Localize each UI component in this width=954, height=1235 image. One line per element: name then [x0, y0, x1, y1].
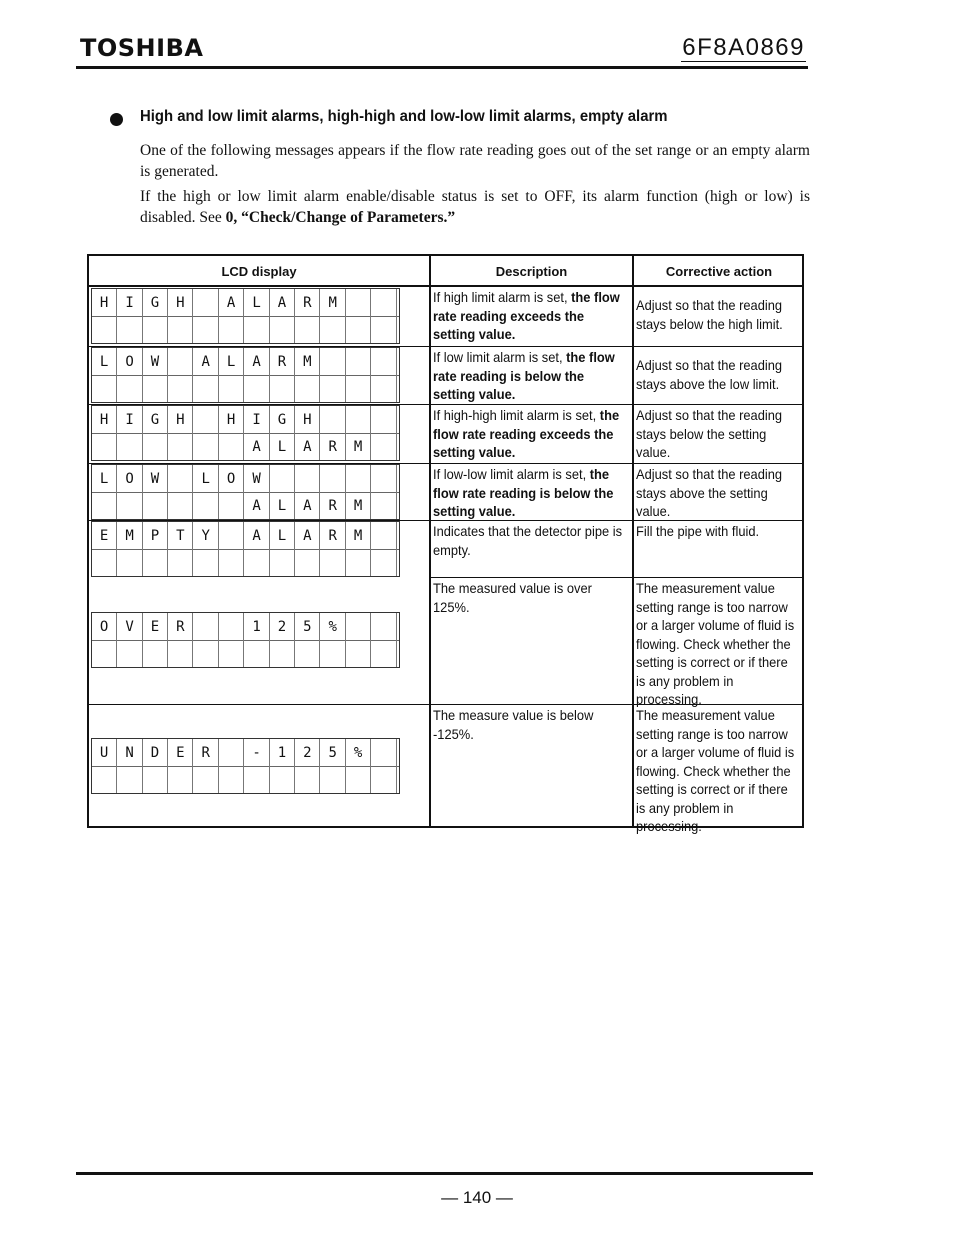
alarm-description [433, 465, 626, 521]
lcd-char-cell: A [194, 348, 219, 375]
lcd-char-cell [321, 465, 346, 492]
lcd-line-bottom [92, 640, 399, 667]
description-text: The measured value is over 125%. [433, 580, 592, 615]
lcd-char-cell [371, 640, 396, 667]
corrective-action: Adjust so that the reading stays below the high limit. [636, 297, 783, 332]
lcd-char-cell [321, 316, 346, 343]
lcd-char-cell [143, 375, 168, 402]
lcd-char-cell: Y [194, 522, 219, 549]
lcd-char-cell [219, 613, 244, 640]
lcd-char-cell [219, 549, 244, 576]
lcd-display-grid [91, 738, 400, 794]
lcd-char-cell: R [321, 433, 346, 460]
lcd-section-divider [89, 704, 429, 705]
description-text: Indicates that the detector pipe is empty. [433, 523, 623, 558]
lcd-char-cell [371, 375, 396, 402]
lcd-char-cell [143, 766, 168, 793]
lcd-char-cell [117, 316, 142, 343]
lcd-char-cell [219, 433, 244, 460]
alarm-description [433, 288, 626, 344]
lcd-char-cell: H [219, 406, 244, 433]
lcd-char-cell: A [295, 492, 320, 519]
lcd-line-top [92, 522, 399, 550]
lcd-char-cell [346, 406, 371, 433]
lcd-char-cell: O [219, 465, 244, 492]
lcd-char-cell: A [244, 522, 269, 549]
lcd-char-cell: L [270, 433, 295, 460]
lcd-char-cell [371, 433, 396, 460]
lcd-char-cell [194, 613, 219, 640]
lcd-char-cell [168, 492, 193, 519]
lcd-char-cell [168, 465, 193, 492]
lcd-line-top [92, 348, 399, 376]
lcd-char-cell [371, 766, 396, 793]
lcd-char-cell [92, 640, 117, 667]
lcd-char-cell [346, 465, 371, 492]
lcd-char-cell: E [168, 739, 193, 766]
lcd-char-cell [143, 316, 168, 343]
lcd-line-bottom [92, 492, 399, 519]
lcd-char-cell: G [143, 406, 168, 433]
lcd-char-cell: W [244, 465, 269, 492]
lcd-char-cell [270, 316, 295, 343]
lcd-char-cell [321, 348, 346, 375]
lcd-char-cell: A [244, 433, 269, 460]
description-emphasis: the flow rate reading exceeds the setting value. [433, 289, 620, 342]
lcd-line-top [92, 613, 399, 641]
lcd-char-cell: I [117, 406, 142, 433]
lcd-char-cell [371, 289, 396, 316]
lcd-char-cell [321, 549, 346, 576]
lcd-display-grid [91, 288, 400, 344]
lcd-line-bottom [92, 375, 399, 402]
lcd-char-cell [244, 640, 269, 667]
lcd-char-cell [219, 492, 244, 519]
lcd-char-cell [194, 640, 219, 667]
lcd-char-cell [321, 406, 346, 433]
alarm-table [87, 254, 804, 834]
lcd-line-top [92, 739, 399, 767]
lcd-char-cell: I [117, 289, 142, 316]
lcd-char-cell: R [321, 492, 346, 519]
lcd-char-cell [117, 640, 142, 667]
lcd-char-cell: 2 [295, 739, 320, 766]
description-text: The measure value is below -125%. [433, 707, 594, 742]
lcd-char-cell: A [295, 522, 320, 549]
lcd-char-cell [346, 549, 371, 576]
corrective-action: Adjust so that the reading stays above the low limit. [636, 357, 783, 392]
lcd-char-cell: 1 [270, 739, 295, 766]
lcd-char-cell: T [168, 522, 193, 549]
lcd-char-cell [219, 739, 244, 766]
lcd-char-cell [346, 316, 371, 343]
lcd-char-cell [92, 766, 117, 793]
lcd-char-cell [321, 375, 346, 402]
lcd-char-cell [92, 549, 117, 576]
lcd-line-top [92, 289, 399, 317]
lcd-char-cell [321, 640, 346, 667]
alarm-description [433, 706, 626, 743]
lcd-char-cell [346, 613, 371, 640]
lcd-char-cell [194, 766, 219, 793]
lcd-char-cell: E [143, 613, 168, 640]
lcd-char-cell [117, 766, 142, 793]
lcd-char-cell: H [168, 406, 193, 433]
lcd-char-cell [295, 549, 320, 576]
lcd-char-cell: R [321, 522, 346, 549]
lcd-char-cell: 5 [295, 613, 320, 640]
footer-rule [76, 1172, 813, 1175]
lcd-char-cell [168, 348, 193, 375]
row-divider [431, 577, 802, 578]
lcd-char-cell [346, 640, 371, 667]
document-number [681, 34, 806, 62]
paragraph-note-reference: 0, “Check/Change of Parameters.” [225, 209, 456, 226]
lcd-char-cell: R [194, 739, 219, 766]
lcd-line-bottom [92, 549, 399, 576]
lcd-char-cell: L [219, 348, 244, 375]
description-text: If low limit alarm is set, [433, 349, 567, 365]
lcd-line-top [92, 406, 399, 434]
lcd-char-cell: H [295, 406, 320, 433]
lcd-line-bottom [92, 316, 399, 343]
corrective-action: Adjust so that the reading stays below the setting value. [636, 407, 783, 460]
lcd-char-cell: A [219, 289, 244, 316]
lcd-char-cell: - [244, 739, 269, 766]
lcd-char-cell [371, 348, 396, 375]
lcd-line-bottom [92, 433, 399, 460]
description-emphasis: the flow rate reading is below the setting value. [433, 349, 615, 402]
lcd-char-cell: L [244, 289, 269, 316]
lcd-char-cell [92, 316, 117, 343]
alarm-description [433, 522, 626, 559]
lcd-char-cell [270, 640, 295, 667]
lcd-char-cell [244, 316, 269, 343]
lcd-char-cell [295, 766, 320, 793]
lcd-char-cell: D [143, 739, 168, 766]
lcd-char-cell: % [346, 739, 371, 766]
corrective-action: The measurement value setting range is too narrow or a larger volume of fluid is flowing. Check whether the setting is correct or if there is any problem in processing. [636, 707, 795, 834]
column-divider-lcd [429, 256, 431, 826]
lcd-char-cell [346, 348, 371, 375]
lcd-char-cell [270, 375, 295, 402]
lcd-char-cell: N [117, 739, 142, 766]
lcd-char-cell: M [346, 492, 371, 519]
alarm-description [433, 406, 626, 462]
lcd-char-cell: M [117, 522, 142, 549]
lcd-char-cell [168, 375, 193, 402]
lcd-char-cell [92, 492, 117, 519]
header-rule [76, 66, 808, 69]
lcd-char-cell [92, 375, 117, 402]
header-lcd-display: LCD display [221, 263, 297, 279]
lcd-char-cell: M [346, 433, 371, 460]
column-divider-desc [632, 256, 634, 826]
lcd-char-cell [194, 289, 219, 316]
lcd-char-cell: L [194, 465, 219, 492]
lcd-char-cell [346, 766, 371, 793]
lcd-char-cell [168, 433, 193, 460]
lcd-char-cell [371, 549, 396, 576]
brand-logo: TOSHIBA [80, 34, 204, 62]
lcd-char-cell: E [92, 522, 117, 549]
lcd-char-cell: L [92, 465, 117, 492]
lcd-char-cell [194, 406, 219, 433]
lcd-char-cell [219, 640, 244, 667]
lcd-char-cell [168, 316, 193, 343]
lcd-char-cell [143, 640, 168, 667]
lcd-char-cell [168, 640, 193, 667]
lcd-char-cell [295, 465, 320, 492]
lcd-char-cell: P [143, 522, 168, 549]
lcd-char-cell [321, 766, 346, 793]
corrective-action: Fill the pipe with fluid. [636, 523, 760, 539]
lcd-char-cell: G [143, 289, 168, 316]
header-corrective-action: Corrective action [665, 263, 773, 279]
lcd-char-cell [143, 549, 168, 576]
lcd-char-cell [143, 492, 168, 519]
description-emphasis: the flow rate reading is below the setting value. [433, 466, 614, 519]
alarm-description [433, 579, 626, 616]
lcd-char-cell: I [244, 406, 269, 433]
lcd-char-cell: H [168, 289, 193, 316]
lcd-char-cell [295, 640, 320, 667]
lcd-char-cell [371, 739, 396, 766]
lcd-char-cell [117, 433, 142, 460]
paragraph-note [140, 186, 810, 228]
lcd-display-grid [91, 405, 400, 461]
lcd-char-cell: W [143, 348, 168, 375]
lcd-char-cell: R [168, 613, 193, 640]
lcd-char-cell [371, 316, 396, 343]
lcd-char-cell: R [295, 289, 320, 316]
corrective-action: Adjust so that the reading stays above the setting value. [636, 466, 783, 519]
lcd-char-cell: 5 [321, 739, 346, 766]
lcd-display-grid [91, 521, 400, 577]
lcd-char-cell [194, 433, 219, 460]
lcd-char-cell: R [270, 348, 295, 375]
lcd-char-cell: A [244, 492, 269, 519]
lcd-char-cell [270, 766, 295, 793]
paragraph-note-text: If the high or low limit alarm enable/disable status is set to OFF, its alarm function (high or low) is disabled. See [140, 188, 810, 226]
lcd-char-cell [194, 492, 219, 519]
lcd-char-cell: A [295, 433, 320, 460]
lcd-char-cell [168, 549, 193, 576]
lcd-char-cell: U [92, 739, 117, 766]
paragraph-intro: One of the following messages appears if the flow rate reading goes out of the set range or an empty alarm is generated. [140, 142, 810, 180]
lcd-char-cell [219, 316, 244, 343]
lcd-char-cell: A [244, 348, 269, 375]
lcd-char-cell: L [92, 348, 117, 375]
description-text: If high-high limit alarm is set, [433, 407, 600, 423]
lcd-char-cell: V [117, 613, 142, 640]
lcd-char-cell [270, 465, 295, 492]
lcd-char-cell [371, 522, 396, 549]
bullet-icon [110, 113, 123, 126]
lcd-char-cell [371, 406, 396, 433]
lcd-char-cell: L [270, 492, 295, 519]
lcd-char-cell [244, 766, 269, 793]
lcd-char-cell: W [143, 465, 168, 492]
lcd-line-top [92, 465, 399, 493]
alarm-description [433, 348, 626, 404]
lcd-char-cell: 1 [244, 613, 269, 640]
lcd-char-cell [143, 433, 168, 460]
header-description: Description [495, 263, 568, 279]
lcd-char-cell [219, 522, 244, 549]
lcd-char-cell [244, 375, 269, 402]
lcd-char-cell [346, 289, 371, 316]
lcd-char-cell [194, 375, 219, 402]
lcd-char-cell: A [270, 289, 295, 316]
lcd-display-grid [91, 464, 400, 520]
lcd-char-cell: M [321, 289, 346, 316]
lcd-char-cell [117, 492, 142, 519]
lcd-char-cell: O [117, 465, 142, 492]
lcd-char-cell: H [92, 406, 117, 433]
lcd-char-cell [346, 375, 371, 402]
page-number: — 140 — [441, 1188, 513, 1207]
lcd-char-cell [371, 613, 396, 640]
lcd-char-cell: O [92, 613, 117, 640]
lcd-char-cell [371, 492, 396, 519]
lcd-display-grid [91, 347, 400, 403]
lcd-char-cell [295, 316, 320, 343]
document-number-text: 6F8A0869 [682, 34, 805, 61]
header-rule [89, 285, 802, 287]
lcd-char-cell [371, 465, 396, 492]
corrective-action: The measurement value setting range is too narrow or a larger volume of fluid is flowing. Check whether the setting is correct or if there is any problem in processing. [636, 580, 795, 707]
lcd-char-cell [270, 549, 295, 576]
lcd-char-cell [219, 766, 244, 793]
description-emphasis: the flow rate reading exceeds the setting value. [433, 407, 620, 460]
lcd-line-bottom [92, 766, 399, 793]
lcd-char-cell [117, 549, 142, 576]
lcd-display-grid [91, 612, 400, 668]
lcd-char-cell: H [92, 289, 117, 316]
lcd-char-cell [194, 549, 219, 576]
lcd-char-cell [168, 766, 193, 793]
lcd-char-cell: G [270, 406, 295, 433]
lcd-char-cell: % [321, 613, 346, 640]
lcd-char-cell: M [346, 522, 371, 549]
lcd-char-cell [244, 549, 269, 576]
section-heading: High and low limit alarms, high-high and low-low limit alarms, empty alarm [140, 108, 668, 125]
lcd-char-cell [219, 375, 244, 402]
lcd-char-cell [117, 375, 142, 402]
lcd-char-cell: O [117, 348, 142, 375]
description-text: If low-low limit alarm is set, [433, 466, 590, 482]
lcd-char-cell: M [295, 348, 320, 375]
lcd-char-cell: 2 [270, 613, 295, 640]
lcd-char-cell [295, 375, 320, 402]
lcd-char-cell [92, 433, 117, 460]
lcd-char-cell: L [270, 522, 295, 549]
description-text: If high limit alarm is set, [433, 289, 572, 305]
lcd-char-cell [194, 316, 219, 343]
